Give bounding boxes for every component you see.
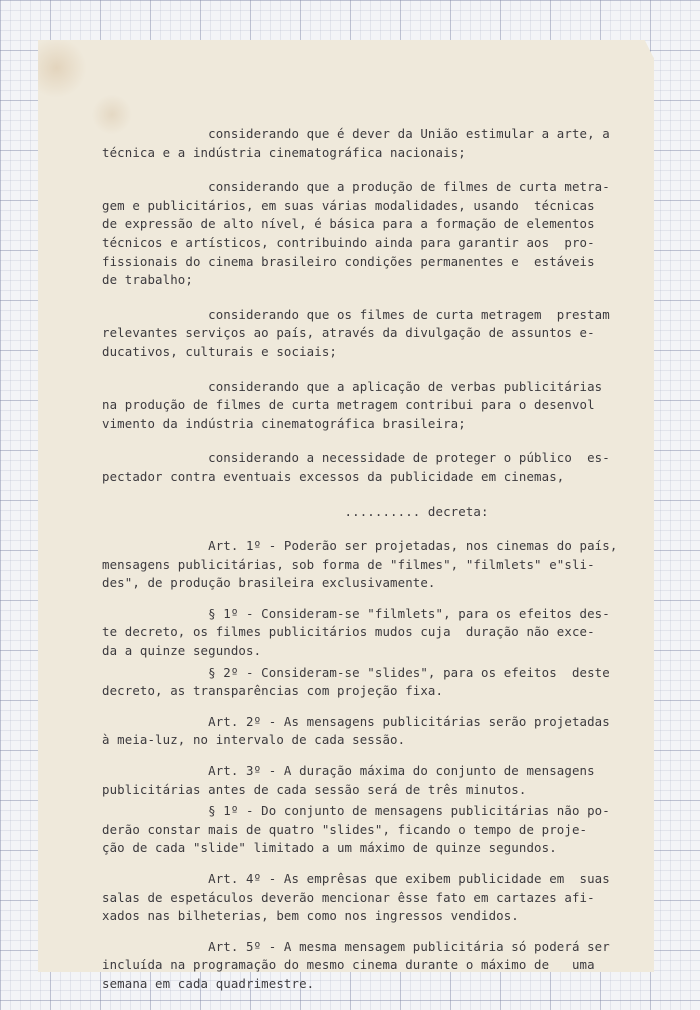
- paragraph-2: considerando que a produção de filmes de curta metra- gem e publicitários, em suas várias modalidades, usando técnicas de expressão de alto nível, é básica para a formação de elementos técnicos e artísticos, contribuindo ainda para garantir aos pro- fissionais do cinema brasileiro condições permanentes e estáveis de trabalho;: [102, 179, 610, 288]
- article-1: Art. 1º - Poderão ser projetadas, nos cinemas do país, mensagens publicitárias, sob forma de "filmes", "filmlets" e"sli- des", de produção brasileira exclusivamente.: [102, 538, 618, 591]
- article-1-paragraph-2: § 2º - Consideram-se "slides", para os efeitos deste decreto, as transparências com projeção fixa.: [102, 664, 610, 699]
- article-1-paragraph-1: § 1º - Consideram-se "filmlets", para os efeitos des- te decreto, os filmes publicitários mudos cuja duração não exce- da a quinze segundos.: [102, 605, 610, 659]
- document-text: [102, 125, 618, 994]
- article-5: Art. 5º - A mesma mensagem publicitária só poderá ser incluída na programação do mesmo cinema durante o máximo de uma semana em cada quadrimestre.: [102, 938, 610, 991]
- paragraph-5: considerando a necessidade de proteger o público es- pectador contra eventuais excessos da publicidade em cinemas,: [102, 450, 610, 484]
- article-3: Art. 3º - A duração máxima do conjunto de mensagens publicitárias antes de cada sessão será de três minutos.: [102, 763, 595, 797]
- paragraph-3: considerando que os filmes de curta metragem prestam relevantes serviços ao país, através da divulgação de assuntos e- ducativos, culturais e sociais;: [102, 306, 610, 359]
- article-4: Art. 4º - As emprêsas que exibem publicidade em suas salas de espetáculos deverão mencionar êsse fato em cartazes afi- xados nas bilheterias, bem como nos ingressos vendidos.: [102, 871, 610, 924]
- paragraph-1: considerando que é dever da União estimular a arte, a técnica e a indústria cinematográfica nacionais;: [102, 126, 610, 160]
- article-3-paragraph-1: § 1º - Do conjunto de mensagens publicitárias não po- derão constar mais de quatro "slides", ficando o tempo de proje- ção de cada "slide" limitado a um máximo de quinze segundos.: [102, 803, 610, 856]
- article-2: Art. 2º - As mensagens publicitárias serão projetadas à meia-luz, no intervalo de cada sessão.: [102, 713, 610, 748]
- paragraph-4: considerando que a aplicação de verbas publicitárias na produção de filmes de curta metragem contribui para o desenvol vimento da indústria cinematográfica brasileira;: [102, 378, 603, 431]
- decreta-line: .......... decreta:: [102, 503, 489, 519]
